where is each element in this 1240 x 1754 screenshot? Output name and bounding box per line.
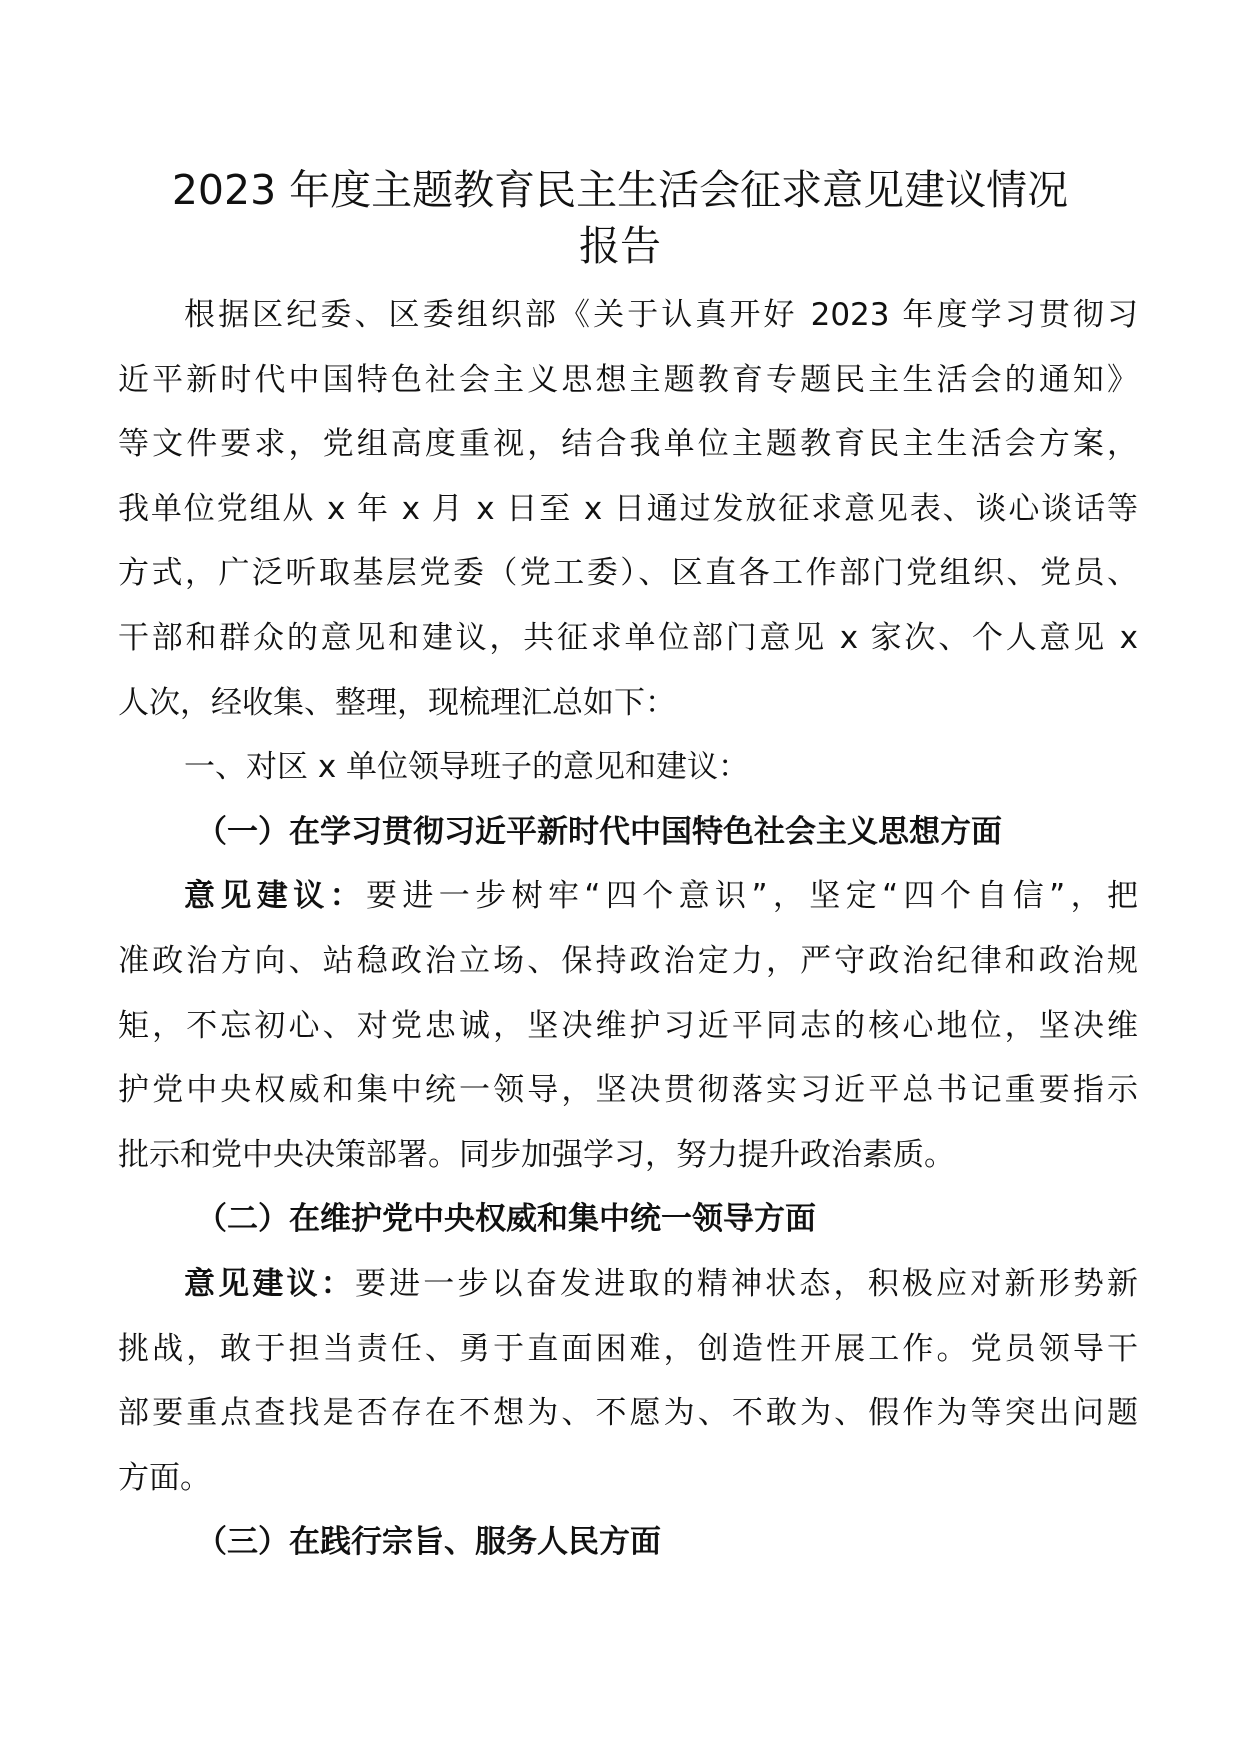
opinion-line: 挑战，敢于担当责任、勇于直面困难，创造性开展工作。党员领导干 <box>118 1330 1138 1367</box>
subsection-heading: （三）在践行宗旨、服务人民方面 <box>196 1524 661 1561</box>
subsection-heading: （一）在学习贯彻习近平新时代中国特色社会主义思想方面 <box>196 813 1002 850</box>
document-body <box>118 283 1138 1575</box>
title-line-2: 报告 <box>579 222 661 270</box>
subsection-heading: （二）在维护党中央权威和集中统一领导方面 <box>196 1201 816 1238</box>
opinion-line: 方面。 <box>118 1459 211 1496</box>
intro-line: 人次，经收集、整理，现梳理汇总如下： <box>118 684 676 721</box>
section-title: 一、对区 x 单位领导班子的意见和建议： <box>184 749 750 786</box>
intro-line: 干部和群众的意见和建议，共征求单位部门意见 x 家次、个人意见 x <box>118 619 1138 656</box>
intro-line: 等文件要求，党组高度重视，结合我单位主题教育民主生活会方案， <box>118 426 1138 463</box>
intro-line: 根据区纪委、区委组织部《关于认真开好 2023 年度学习贯彻习 <box>184 297 1138 333</box>
intro-line: 方式，广泛听取基层党委（党工委）、区直各工作部门党组织、党员、 <box>118 555 1138 592</box>
title-line-1: 2023 年度主题教育民主生活会征求意见建议情况 <box>171 166 1069 214</box>
intro-line: 近平新时代中国特色社会主义思想主题教育专题民主生活会的通知》 <box>118 361 1138 398</box>
opinion-line <box>118 864 1138 929</box>
opinion-text: 要进一步以奋发进取的精神状态，积极应对新形势新 <box>354 1265 1139 1302</box>
opinion-label: 意见建议： <box>184 878 366 915</box>
opinion-line: 批示和党中央决策部署。同步加强学习，努力提升政治素质。 <box>118 1136 955 1173</box>
opinion-label: 意见建议： <box>184 1265 355 1302</box>
opinion-line <box>118 1252 1138 1317</box>
document-title <box>100 162 1140 274</box>
intro-line: 我单位党组从 x 年 x 月 x 日至 x 日通过发放征求意见表、谈心谈话等 <box>118 490 1138 527</box>
opinion-line: 准政治方向、站稳政治立场、保持政治定力，严守政治纪律和政治规 <box>118 942 1138 979</box>
opinion-line: 部要重点查找是否存在不想为、不愿为、不敢为、假作为等突出问题 <box>118 1395 1138 1432</box>
opinion-text: 要进一步树牢“四个意识”，坚定“四个自信”，把 <box>366 878 1138 915</box>
opinion-line: 护党中央权威和集中统一领导，坚决贯彻落实习近平总书记重要指示 <box>118 1072 1138 1109</box>
opinion-line: 矩，不忘初心、对党忠诚，坚决维护习近平同志的核心地位，坚决维 <box>118 1007 1138 1044</box>
